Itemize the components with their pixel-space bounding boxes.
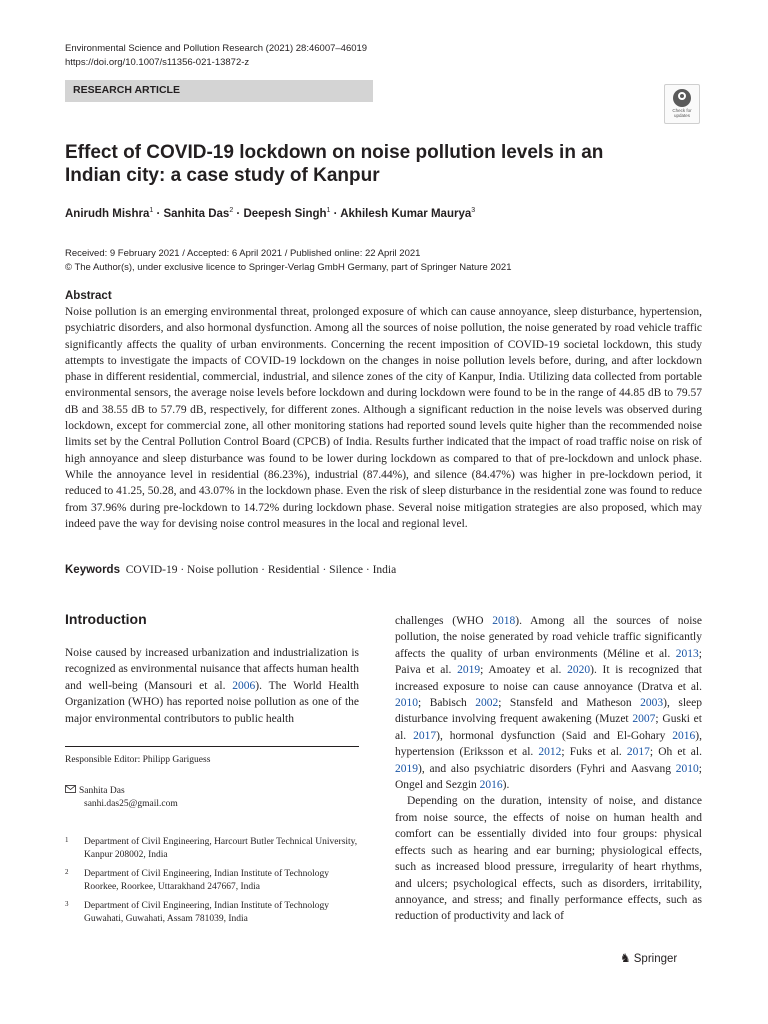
doi-link[interactable]: https://doi.org/10.1007/s11356-021-13872-z xyxy=(65,57,250,68)
author-separator: · xyxy=(330,207,341,220)
author-name[interactable]: Akhilesh Kumar Maurya xyxy=(340,207,472,220)
affiliation-number: 2 xyxy=(65,868,69,876)
citation-link[interactable]: 2010 xyxy=(675,762,699,775)
author-affiliation-mark: 3 xyxy=(471,207,476,214)
check-for-updates-badge[interactable] xyxy=(664,84,700,124)
journal-header xyxy=(65,42,367,70)
affiliation-number: 3 xyxy=(65,900,69,908)
keywords-line xyxy=(65,564,396,576)
responsible-editor: Responsible Editor: Philipp Gariguess xyxy=(65,755,211,765)
citation-link[interactable]: 2010 xyxy=(395,697,418,710)
intro-paragraph: Noise caused by increased urbanization and industrialization is recognized as environmental nuisance that affects human health and well-being (Mansouri et al. 2006). The World Health Organization (WHO) has reported noise pollution as one of the major environmental contributors to public health xyxy=(65,647,360,725)
affiliation-text: Department of Civil Engineering, Indian Institute of Technology Roorkee, Roorkee, Uttarakhand 247667, India xyxy=(84,869,330,892)
affiliation xyxy=(65,836,365,862)
citation-link[interactable]: 2020 xyxy=(567,664,591,677)
check-updates-label: Check for updates xyxy=(672,108,692,118)
keywords-label: Keywords xyxy=(65,564,120,576)
paper-title: Effect of COVID-19 lockdown on noise pollution levels in an Indian city: a case study of Kanpur xyxy=(65,142,604,186)
affiliation-text: Department of Civil Engineering, Harcourt Butler Technical University, Kanpur 208002, India xyxy=(84,837,358,860)
author-affiliation-mark: 1 xyxy=(326,207,331,214)
citation-link[interactable]: 2012 xyxy=(538,746,562,759)
citation-link[interactable]: 2018 xyxy=(492,615,516,627)
article-type-banner: RESEARCH ARTICLE xyxy=(65,80,373,102)
affiliation xyxy=(65,868,365,894)
corresponding-author xyxy=(65,785,178,811)
abstract-text: Noise pollution is an emerging environmental threat, prolonged exposure of which can cause annoyance, sleep disturbance, hypertension, psychiatric disorders, and also hormonal dysfunction. Among all the sources of noise pollution, the noise generated by road vehicle traffic significantly affects the quality of urban environments. Concerning the recent imposition of COVID-19 societal lockdown, this study attempts to investigate the impacts of COVID-19 lockdown on the changes in noise pollution levels before, during, and after lockdown phase in different residential, commercial, industrial, and silence zones of the city of Kanpur, India. Utilizing data collected from portable environmental sensors, the average noise levels before lockdown and during lockdown were found to be in the range of 44.85 dB to 79.57 dB and 38.55 dB to 57.79 dB, respectively, for different zones. Although a significant reduction in the noise levels was observed during lockdown, except for commercial zone, all other monitoring stations had reported sound levels quite higher than the recommended noise limits set by the Central Pollution Control Board (CPCB) of India. Results further indicated that the impact of road traffic noise on risk of high annoyance and sleep disturbance was found to be lower during lockdown as compared to that of pre-lockdown and unlock phase. While the annoyance level in residential (86.23%), industrial (87.44%), and silence (84.47%) was higher in pre-lockdown period, it reduced to 41.25, 50.28, and 43.07% in the lockdown phase. Even the risk of sleep disturbance in the residential zone was found to reduce from 37.96% during pre-lockdown to 14.72% during lockdown phase. Several noise mitigation strategies are also proposed, which may indeed pave the way for devising noise control measures in the local and regional level. xyxy=(65,306,702,530)
citation-link[interactable]: 2006 xyxy=(232,679,256,692)
publisher-name: Springer xyxy=(633,953,678,965)
author-affiliation-mark: 1 xyxy=(149,207,154,214)
contact-email[interactable]: sanhi.das25@gmail.com xyxy=(84,799,178,809)
publication-history xyxy=(65,247,512,275)
citation-link[interactable]: 2019 xyxy=(457,664,481,677)
author-affiliation-mark: 2 xyxy=(229,207,234,214)
affiliation-number: 1 xyxy=(65,836,69,844)
intro-paragraph: Depending on the duration, intensity of noise, and distance from noise source, the effects of noise on human health and comfort can be essentially divided into four groups: physical effects such as hearing and ear burning; physiological effects, such as increased blood pressure, irregularity of heart rhythms, and ulcers; psychological effects, such as disorders, irritability, annoyance, and stress; and finally performance effects, such as reduction of productivity and lack of xyxy=(395,795,702,923)
author-name[interactable]: Deepesh Singh xyxy=(243,207,327,220)
keywords-list: COVID-19 · Noise pollution · Residential · Silence · India xyxy=(125,564,397,576)
citation-link[interactable]: 2017 xyxy=(626,746,650,759)
author-separator: · xyxy=(233,207,244,220)
intro-paragraph: challenges (WHO 2018). Among all the sources of noise pollution, the noise generated by road vehicle traffic significantly affects the quality of urban environments (Méline et al. 2013; Paiva et al. 2019; Amoatey et al. 2020). It is recognized that increased exposure to noise can cause annoyance (Dratva et al. 2010; Babisch 2002; Stansfeld and Matheson 2003), sleep disturbance involving frequent awakening (Muzet 2007; Guski et al. 2017), hormonal dysfunction (Said and El-Gohary 2016), hypertension (Eriksson et al. 2012; Fuks et al. 2017; Oh et al. 2019), and also psychiatric disorders (Fyhri and Aasvang 2010; Ongel and Sezgin 2016). xyxy=(395,615,702,792)
footnote-divider xyxy=(65,746,359,747)
citation-link[interactable]: 2003 xyxy=(640,697,664,710)
author-name[interactable]: Anirudh Mishra xyxy=(65,207,150,220)
citation-link[interactable]: 2002 xyxy=(475,697,499,710)
author-separator: · xyxy=(153,207,164,220)
envelope-icon xyxy=(65,785,79,798)
affiliation-text: Department of Civil Engineering, Indian Institute of Technology Guwahati, Guwahati, Assam 781039, India xyxy=(84,901,330,924)
citation-link[interactable]: 2013 xyxy=(675,647,699,660)
check-updates-icon xyxy=(673,89,691,107)
intro-column-right xyxy=(395,613,702,925)
author-list xyxy=(65,207,475,220)
citation-link[interactable]: 2016 xyxy=(672,729,696,742)
copyright-line: © The Author(s), under exclusive licence to Springer-Verlag GmbH Germany, part of Springer Nature 2021 xyxy=(65,262,512,273)
citation-link[interactable]: 2016 xyxy=(479,779,503,792)
affiliation xyxy=(65,900,365,926)
springer-horse-icon: ♞ xyxy=(620,951,631,965)
introduction-heading: Introduction xyxy=(65,611,147,627)
citation-link[interactable]: 2017 xyxy=(413,729,437,742)
publication-dates: Received: 9 February 2021 / Accepted: 6 April 2021 / Published online: 22 April 2021 xyxy=(65,248,421,259)
abstract-heading: Abstract xyxy=(65,290,112,302)
journal-citation: Environmental Science and Pollution Research (2021) 28:46007–46019 xyxy=(65,43,368,54)
citation-link[interactable]: 2007 xyxy=(632,713,656,726)
author-name[interactable]: Sanhita Das xyxy=(163,207,230,220)
citation-link[interactable]: 2019 xyxy=(395,762,418,775)
contact-name: Sanhita Das xyxy=(79,786,125,796)
publisher-footer xyxy=(620,951,677,965)
intro-column-left xyxy=(65,645,359,727)
